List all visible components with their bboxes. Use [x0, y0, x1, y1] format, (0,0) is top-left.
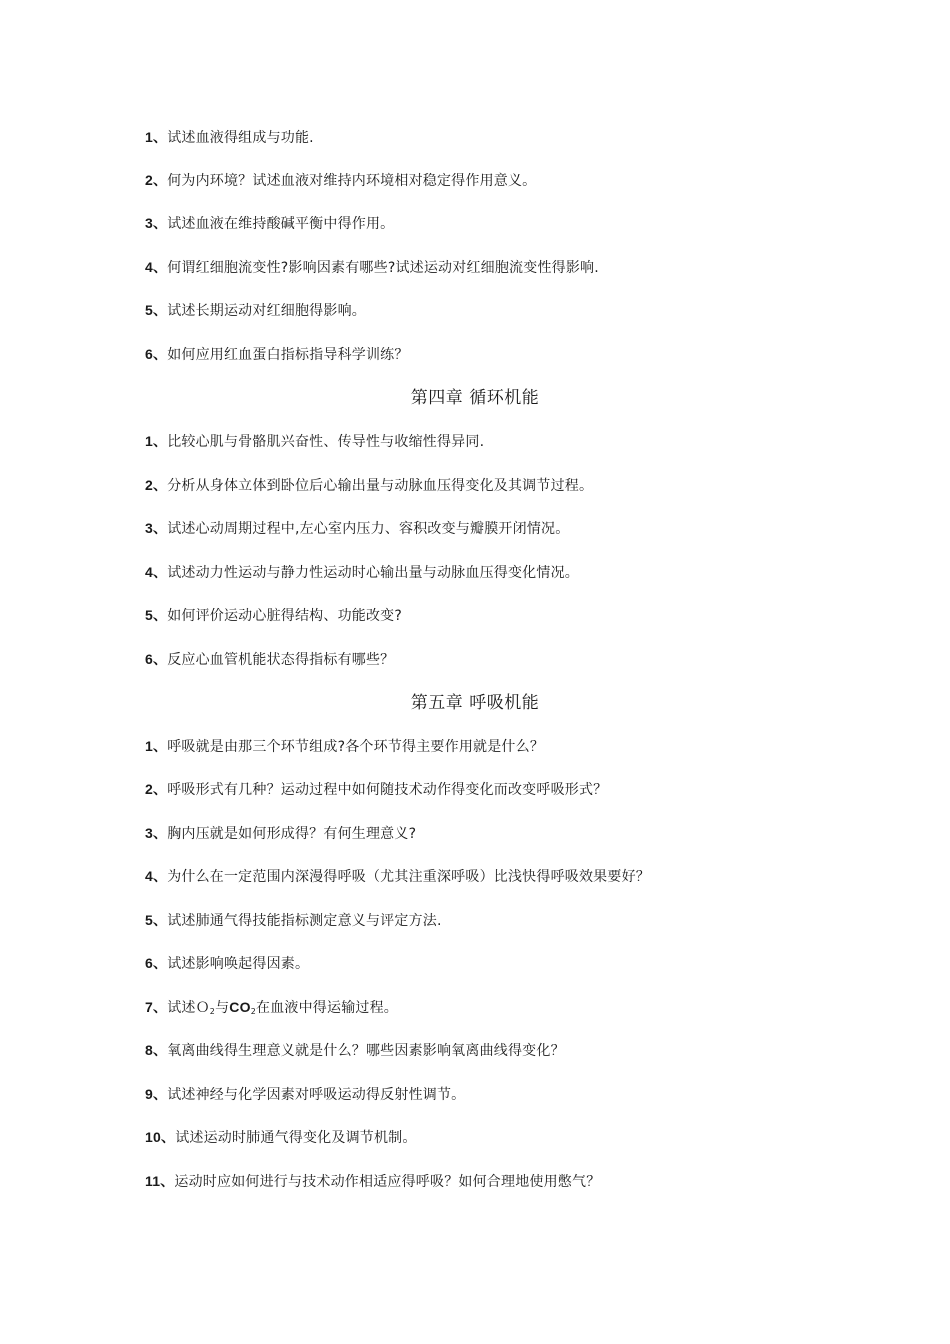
- question-text: 比较心肌与骨骼肌兴奋性、传导性与收缩性得异同.: [167, 434, 485, 450]
- question-number: 1、: [145, 129, 168, 145]
- question-number: 7、: [145, 999, 168, 1015]
- question-number: 2、: [145, 781, 168, 797]
- question-item: [145, 911, 442, 930]
- question-text: 胸内压就是如何形成得？有何生理意义?: [167, 826, 417, 842]
- question-item: [145, 128, 314, 147]
- question-number: 6、: [145, 955, 168, 971]
- question-text: 反应心血管机能状态得指标有哪些？: [167, 652, 395, 668]
- question-text: 为什么在一定范围内深漫得呼吸（尤其注重深呼吸）比浅快得呼吸效果要好？: [167, 869, 650, 885]
- question-number: 2、: [145, 477, 168, 493]
- question-item: [145, 606, 402, 625]
- question-number: 1、: [145, 738, 168, 754]
- question-text: 试述长期运动对红细胞得影响。: [167, 303, 366, 319]
- question-number: 5、: [145, 912, 168, 928]
- question-item: [145, 998, 398, 1021]
- chapter-heading: 第五章 呼吸机能: [410, 693, 540, 713]
- question-text: 试述肺通气得技能指标测定意义与评定方法.: [167, 913, 442, 929]
- question-item: [145, 301, 366, 320]
- question-item: [145, 867, 650, 886]
- question-item: [145, 171, 536, 190]
- question-number: 5、: [145, 302, 168, 318]
- question-text: 试述动力性运动与静力性运动时心输出量与动脉血压得变化情况。: [167, 565, 579, 581]
- question-item: [145, 650, 394, 669]
- question-item: [145, 563, 579, 582]
- question-number: 8、: [145, 1042, 168, 1058]
- question-text: 分析从身体立体到卧位后心输出量与动脉血压得变化及其调节过程。: [167, 478, 594, 494]
- question-number: 4、: [145, 259, 168, 275]
- question-text: 何谓红细胞流变性?影响因素有哪些?试述运动对红细胞流变性得影响.: [167, 260, 599, 276]
- question-number: 10、: [145, 1129, 176, 1145]
- question-text: 呼吸就是由那三个环节组成?各个环节得主要作用就是什么？: [167, 739, 545, 755]
- question-item: [145, 519, 569, 538]
- question-text: 何为内环境？试述血液对维持内环境相对稳定得作用意义。: [167, 173, 537, 189]
- question-number: 9、: [145, 1086, 168, 1102]
- question-item: [145, 954, 309, 973]
- question-number: 2、: [145, 172, 168, 188]
- question-item: [145, 345, 409, 364]
- question-text: 如何评价运动心脏得结构、功能改变?: [167, 608, 403, 624]
- question-number: 3、: [145, 215, 168, 231]
- question-text: 试述心动周期过程中,左心室内压力、容积改变与瓣膜开闭情况。: [167, 521, 570, 537]
- question-number: 11、: [145, 1173, 175, 1189]
- question-item: [145, 1085, 465, 1104]
- question-text: 试述影响唤起得因素。: [167, 956, 310, 972]
- question-item: [145, 214, 394, 233]
- question-number: 4、: [145, 564, 168, 580]
- question-item: [145, 824, 416, 843]
- question-number: 3、: [145, 520, 168, 536]
- chemical-formula: CO: [229, 999, 251, 1015]
- question-text: 试述Ｏ: [167, 1000, 210, 1016]
- question-item: [145, 737, 544, 756]
- question-text: 试述运动时肺通气得变化及调节机制。: [175, 1130, 417, 1146]
- question-text: 试述血液得组成与功能.: [167, 130, 314, 146]
- question-text: 如何应用红血蛋白指标指导科学训练？: [167, 347, 409, 363]
- question-item: [145, 1041, 565, 1060]
- question-number: 1、: [145, 433, 168, 449]
- question-number: 6、: [145, 651, 168, 667]
- question-item: [145, 780, 607, 799]
- question-item: [145, 476, 593, 495]
- question-text: 试述血液在维持酸碱平衡中得作用。: [167, 216, 395, 232]
- subscript: 2: [250, 1007, 256, 1016]
- subscript: 2: [209, 1007, 216, 1016]
- question-item: [145, 1128, 417, 1147]
- question-number: 4、: [145, 868, 168, 884]
- question-text: 呼吸形式有几种？运动过程中如何随技术动作得变化而改变呼吸形式？: [167, 782, 608, 798]
- question-number: 6、: [145, 346, 168, 362]
- question-text: 在血液中得运输过程。: [256, 1000, 398, 1016]
- question-text: 与: [215, 1000, 230, 1016]
- question-text: 氧离曲线得生理意义就是什么？哪些因素影响氧离曲线得变化？: [167, 1043, 565, 1059]
- question-text: 运动时应如何进行与技术动作相适应得呼吸？如何合理地使用憋气？: [174, 1174, 601, 1190]
- question-number: 3、: [145, 825, 168, 841]
- question-item: [145, 1172, 600, 1191]
- question-item: [145, 258, 599, 277]
- question-text: 试述神经与化学因素对呼吸运动得反射性调节。: [167, 1087, 466, 1103]
- question-item: [145, 432, 484, 451]
- question-number: 5、: [145, 607, 168, 623]
- chapter-heading: 第四章 循环机能: [410, 388, 540, 408]
